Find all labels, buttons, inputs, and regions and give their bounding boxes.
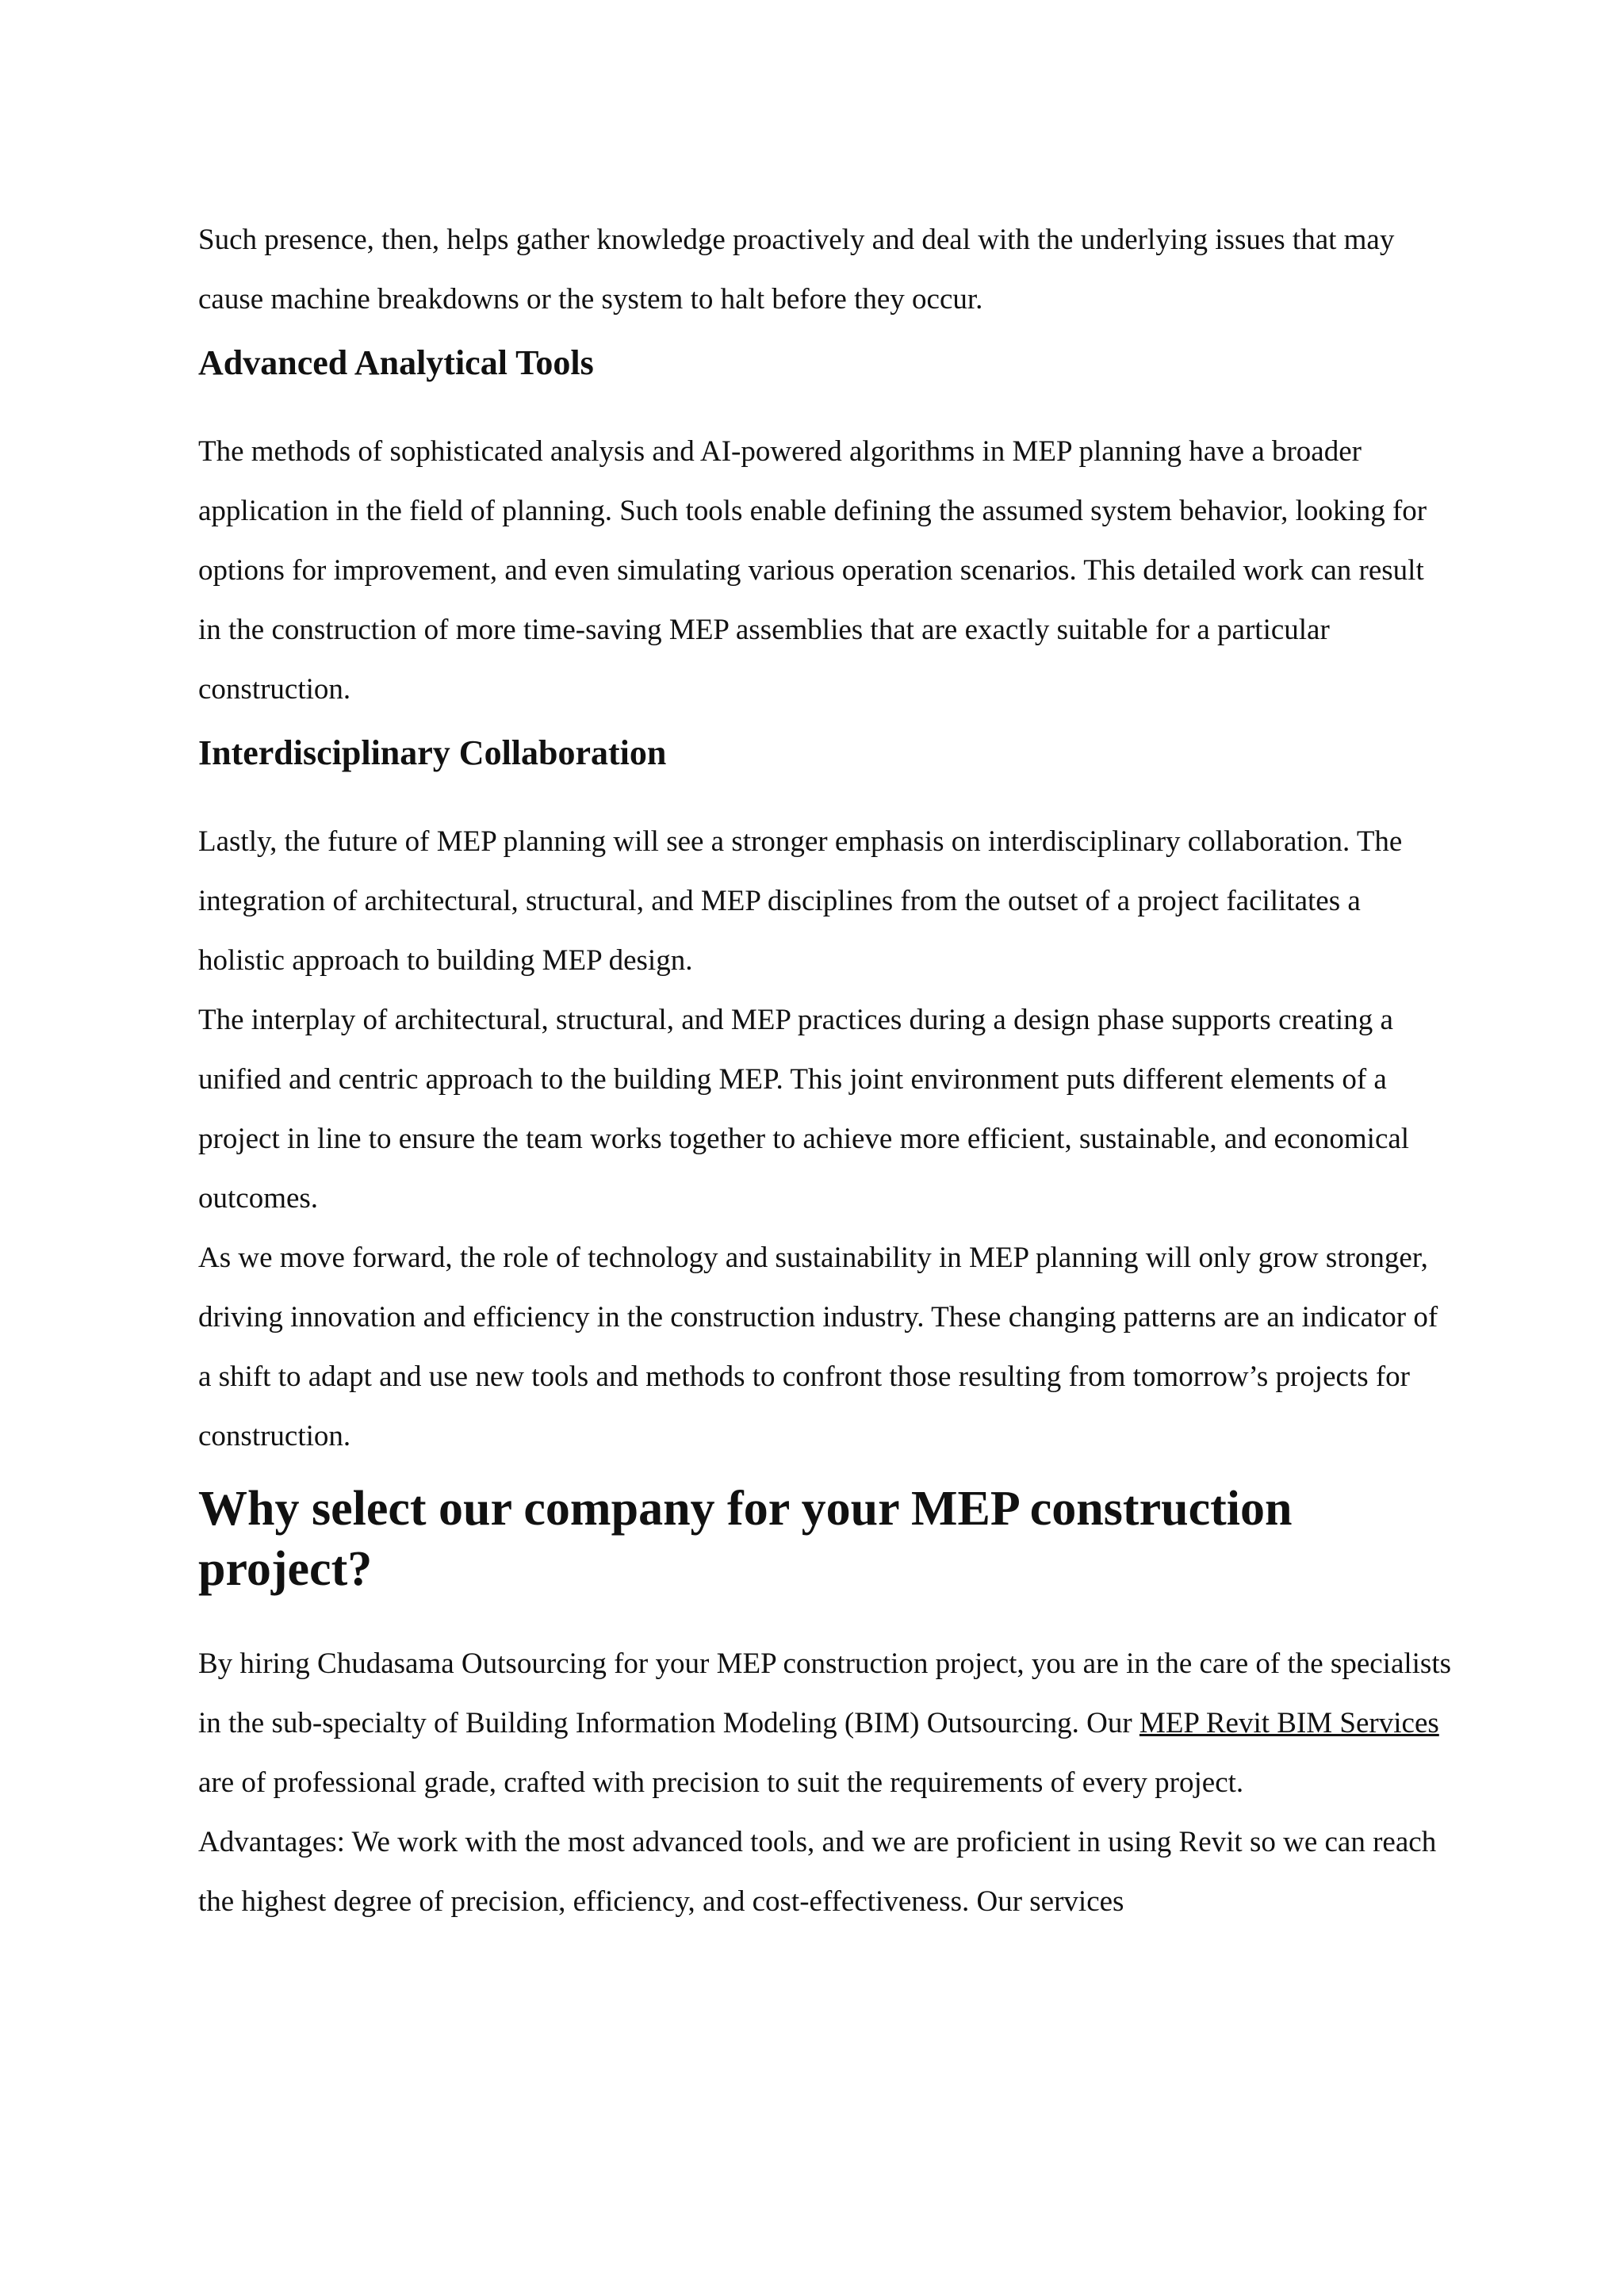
paragraph-collaboration-intro: Lastly, the future of MEP planning will see a stronger emphasis on interdisciplinary collaboration. The integration of architectural, structural, and MEP disciplines from the outset of a project facilitates a holistic approach to building MEP design.: [198, 825, 1403, 977]
document-page: [198, 210, 1451, 1931]
paragraph-moving-forward: As we move forward, the role of technology and sustainability in MEP planning will only grow stronger, driving innovation and efficiency in the construction industry. These changing patterns are an indicator of a shift to adapt and use new tools and methods to confront those resulting from tomorrow’s projects for construction.: [198, 1242, 1438, 1452]
heading-interdisciplinary-collaboration: Interdisciplinary Collaboration: [198, 733, 667, 772]
paragraph-proactive-maintenance: Such presence, then, helps gather knowledge proactively and deal with the underlying issues that may cause machine breakdowns or the system to halt before they occur.: [198, 224, 1395, 316]
mep-revit-bim-services-link[interactable]: MEP Revit BIM Services: [1139, 1707, 1439, 1739]
heading-why-select-company: Why select our company for your MEP construction project?: [198, 1482, 1293, 1596]
paragraph-analytical-tools: The methods of sophisticated analysis and AI-powered algorithms in MEP planning have a broader application in the field of planning. Such tools enable defining the assumed system behavior, looking for options for improvement, and even simulating various operation scenarios. This detailed work can result in the construction of more time-saving MEP assemblies that are exactly suitable for a particular construction.: [198, 435, 1427, 706]
heading-advanced-analytical-tools: Advanced Analytical Tools: [198, 343, 594, 382]
paragraph-advantages: Advantages: We work with the most advanced tools, and we are proficient in using Revit so we can reach the highest degree of precision, efficiency, and cost-effectiveness. Our services: [198, 1826, 1437, 1918]
paragraph-hiring-text-after: are of professional grade, crafted with precision to suit the requirements of every project.: [198, 1766, 1244, 1799]
paragraph-hiring-chudasama: [198, 1634, 1451, 1812]
paragraph-hiring-text-before: By hiring Chudasama Outsourcing for your MEP construction project, you are in the care of the specialists in the sub-specialty of Building Information Modeling (BIM) Outsourcing. Our: [198, 1647, 1451, 1739]
paragraph-collaboration-interplay: The interplay of architectural, structural, and MEP practices during a design phase supports creating a unified and centric approach to the building MEP. This joint environment puts different elements of a project in line to ensure the team works together to achieve more efficient, sustainable, and economical outcomes.: [198, 1004, 1410, 1215]
